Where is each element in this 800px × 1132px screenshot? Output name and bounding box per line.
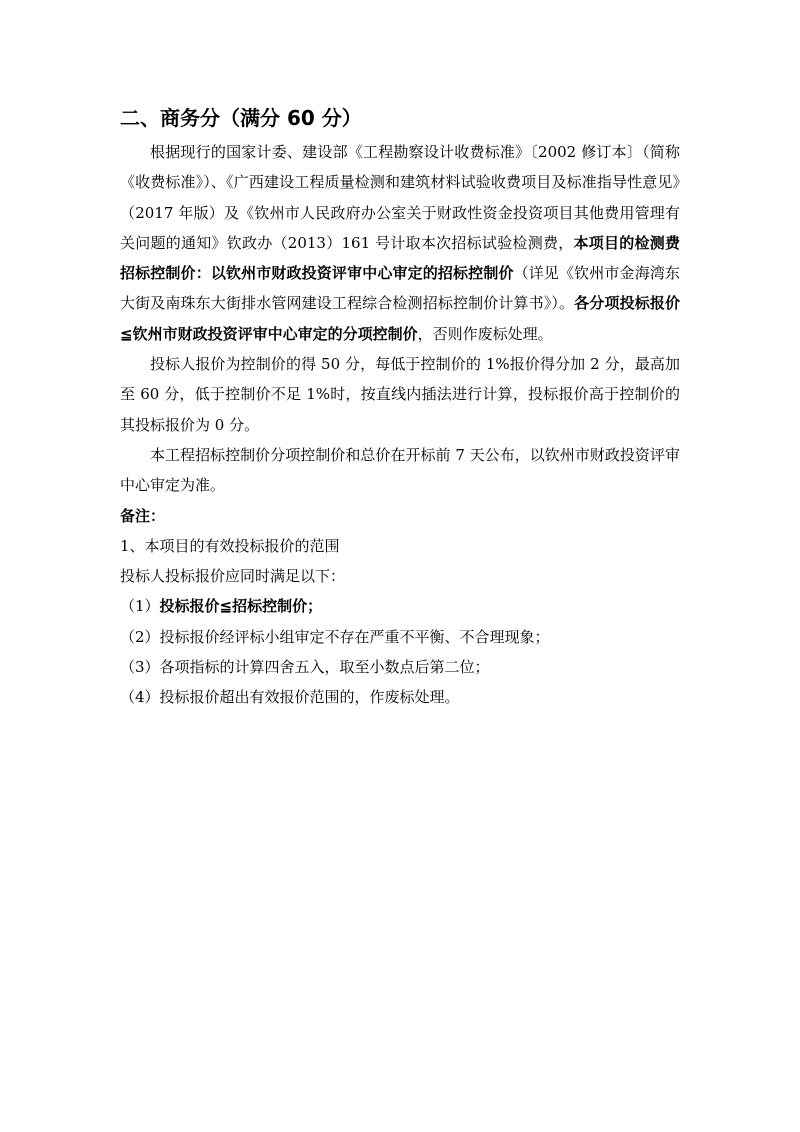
notes-item-2: 投标人投标报价应同时满足以下： — [120, 567, 346, 586]
section-heading: 二、商务分（满分 60 分） — [120, 106, 362, 130]
paragraph-announcement: 本工程招标控制价分项控制价和总价在开标前 7 天公布，以钦州市财政投资评审中心审定为准。 — [120, 445, 680, 495]
notes-title: 备注： — [120, 506, 166, 525]
paragraph-fee-basis — [120, 137, 680, 349]
document-content — [120, 103, 680, 713]
fee-basis-text: 根据现行的国家计委、建设部《工程勘察设计收费标准》〔2002 修订本〕（简称《收费标准》）、《广西建设工程质量检测和建筑材料试验收费项目及标准指导性意见》（2017 年版）及《钦州市人民政府办公室关于财政性资金投资项目其他费用管理有关问题的通知》钦政办（2013）161 号计取本次招标试验检测费， — [120, 143, 680, 252]
notes-condition-2: （2）投标报价经评标小组审定不存在严重不平衡、不合理现象； — [120, 627, 550, 646]
notes-item-1: 1、本项目的有效投标报价的范围 — [120, 536, 340, 555]
notes-condition-4: （4）投标报价超出有效报价范围的，作废标处理。 — [120, 688, 460, 707]
control-price-bold: 本项目的检测费招标控制价：以钦州市财政投资评审中心审定的招标控制价 — [120, 233, 680, 283]
notes-condition-3: （3）各项指标的计算四舍五入，取至小数点后第二位； — [120, 658, 490, 677]
control-price-detail: （详见《钦州市金海湾东大街及南珠东大街排水管网建设工程综合检测招标控制价计算书》）。 — [120, 264, 680, 313]
notes-condition-1 — [120, 591, 680, 621]
condition-1-bold: 投标报价≦招标控制价； — [159, 597, 323, 616]
sub-item-price-bold: 各分项投标报价≦钦州市财政投资评审中心审定的分项控制价 — [120, 294, 680, 343]
paragraph-scoring: 投标人报价为控制价的得 50 分，每低于控制价的 1%报价得分加 2 分，最高加至 60 分，低于控制价不足 1%时，按直线内插法进行计算，投标报价高于控制价的其投标报价为 0 分。 — [120, 355, 680, 434]
condition-1-prefix: （1） — [120, 597, 160, 616]
invalid-bid-text: ，否则作废标处理。 — [417, 324, 553, 343]
